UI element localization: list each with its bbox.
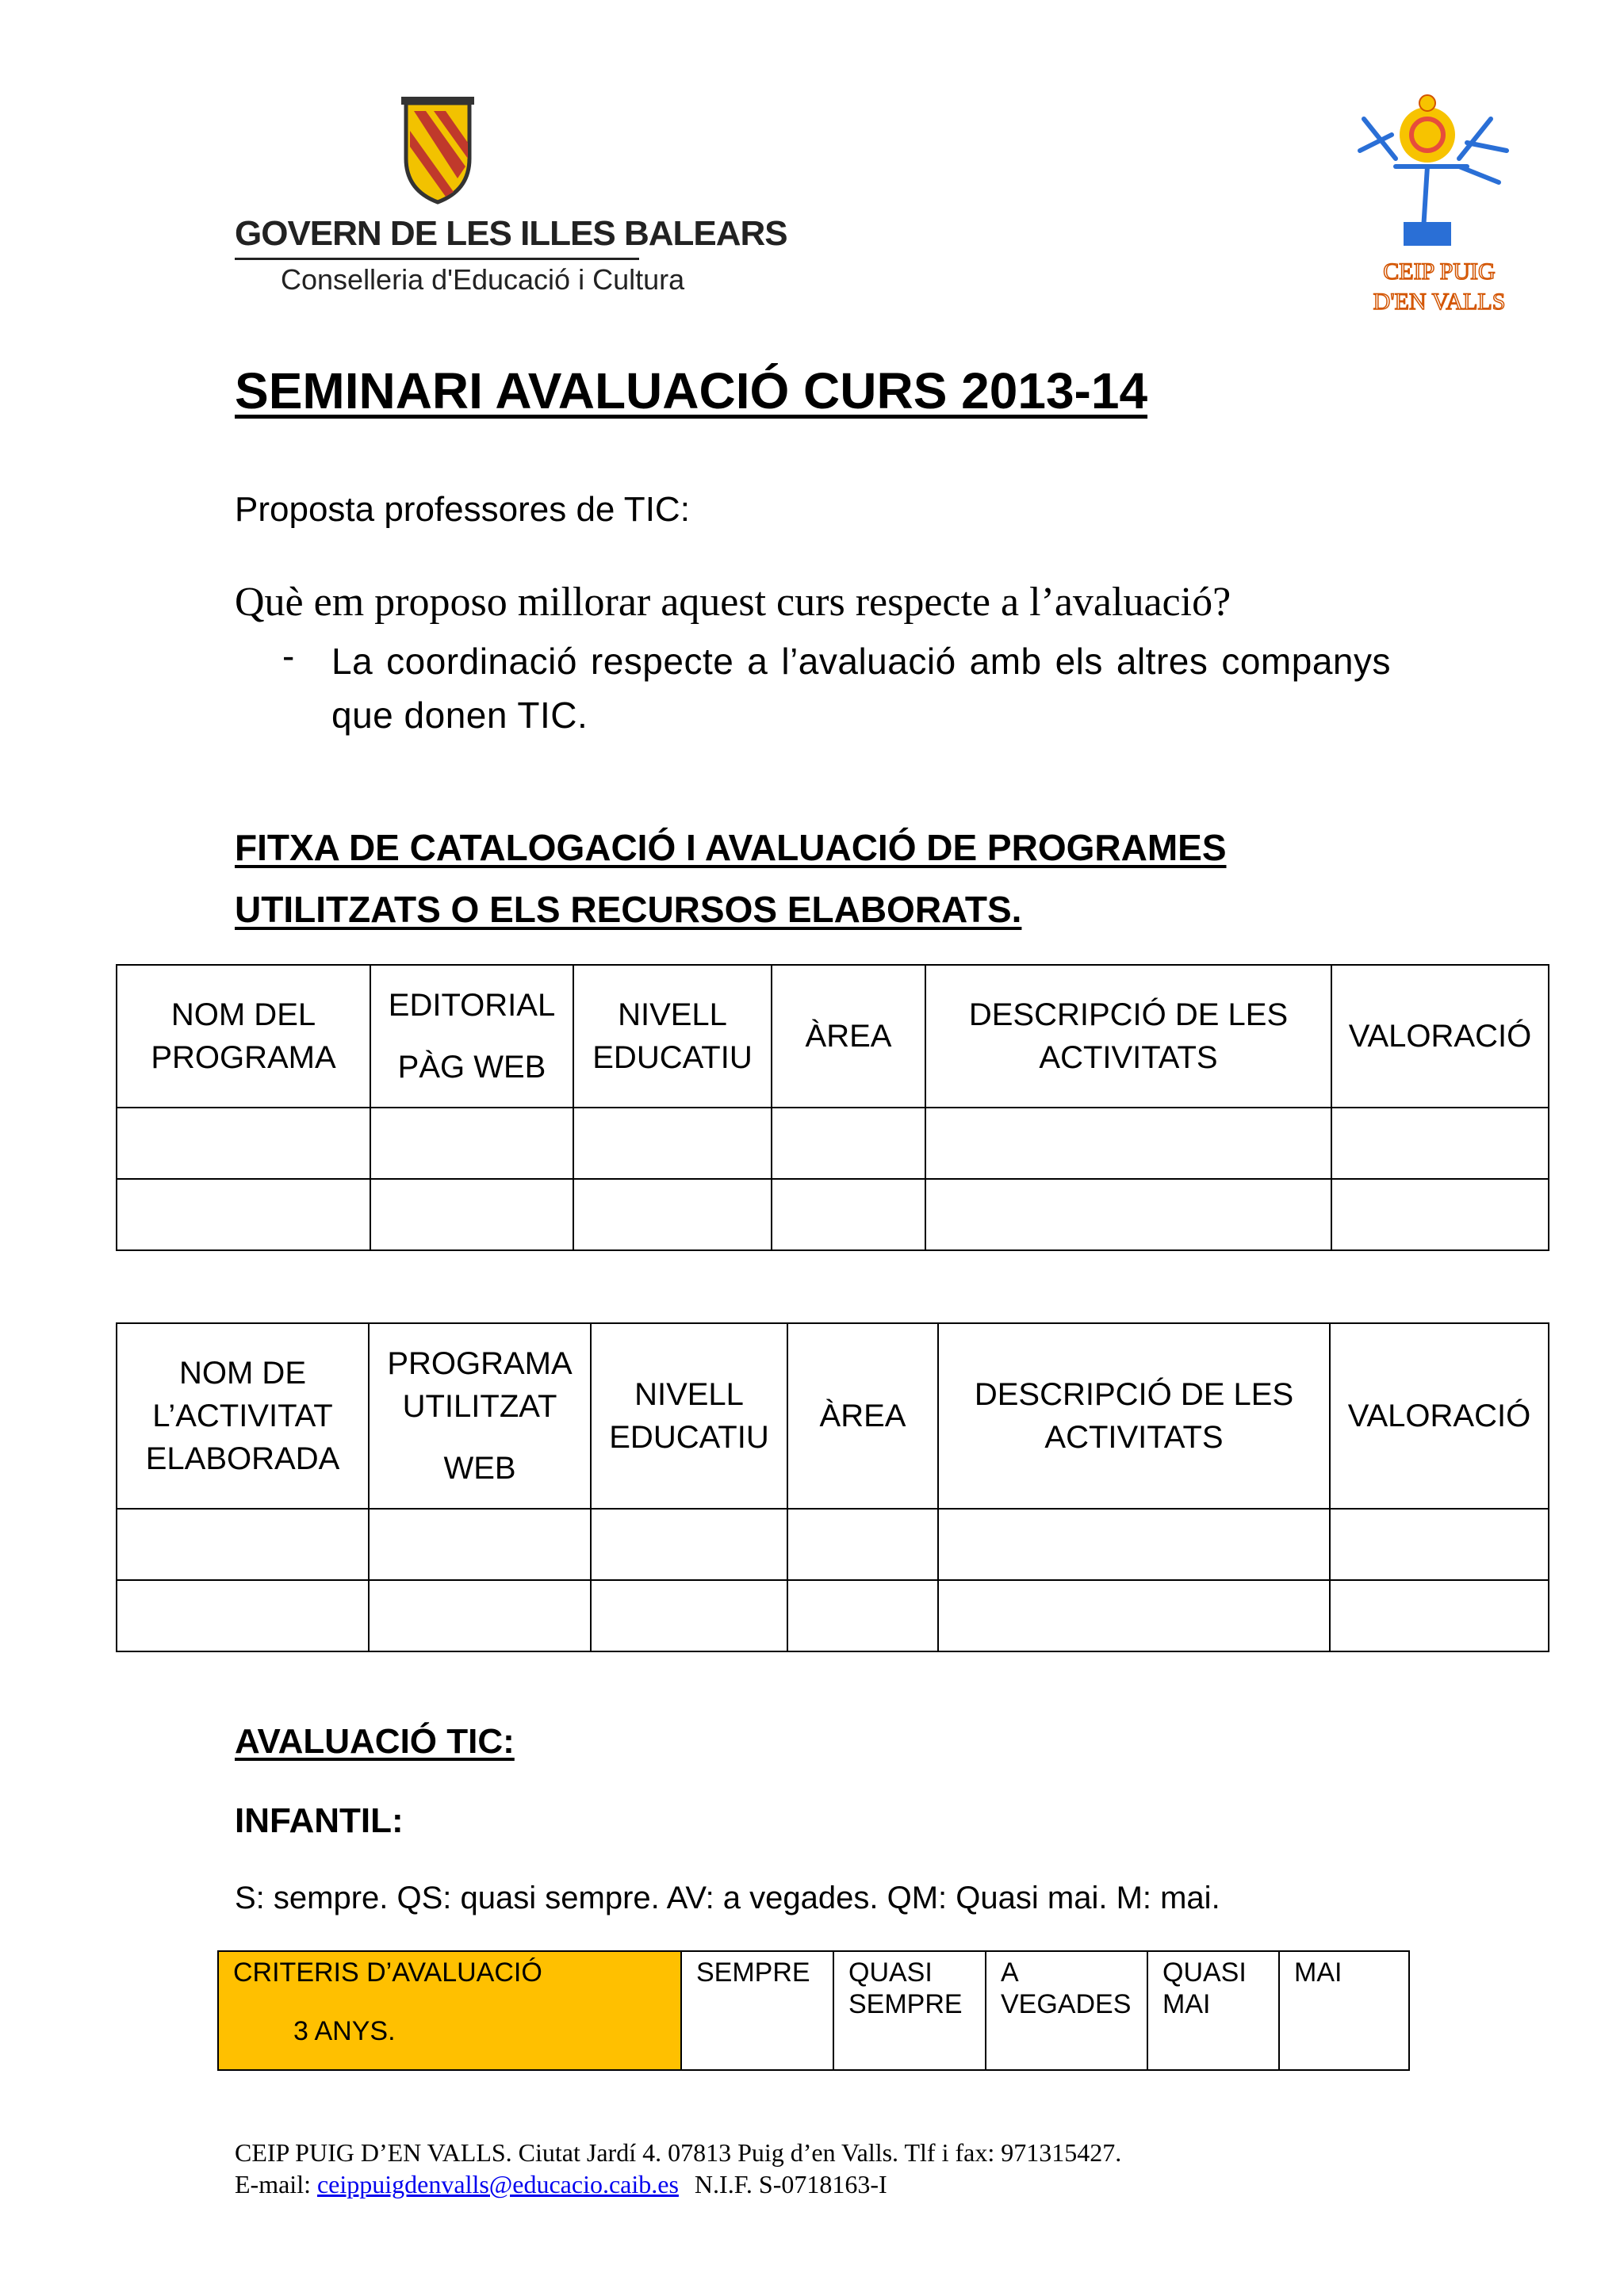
criteria-header: CRITERIS D’AVALUACIÓ 3 ANYS.	[218, 1951, 681, 2070]
section-title-avaluacio-tic: AVALUACIÓ TIC:	[235, 1722, 515, 1761]
header-mai: MAI	[1279, 1951, 1409, 2070]
header-area: ÀREA	[787, 1323, 938, 1509]
table-row	[117, 1179, 1549, 1250]
divider	[235, 258, 639, 260]
table-cell[interactable]	[370, 1179, 573, 1250]
table-cell[interactable]	[1330, 1509, 1549, 1580]
proposal-label: Proposta professores de TIC:	[235, 490, 690, 529]
table-cell[interactable]	[573, 1179, 772, 1250]
footer	[235, 2137, 1121, 2200]
table-cell[interactable]	[591, 1580, 787, 1651]
table-cell[interactable]	[938, 1509, 1330, 1580]
header-a-vegades: A VEGADES	[986, 1951, 1147, 2070]
table-cell[interactable]	[117, 1580, 369, 1651]
table-header-row	[117, 1323, 1549, 1509]
question-text: Què em proposo millorar aquest curs respecte a l’avaluació?	[235, 580, 1231, 625]
table-cell[interactable]	[369, 1509, 591, 1580]
header-editorial: EDITORIAL PÀG WEB	[370, 965, 573, 1108]
bullet-dash: -	[282, 635, 295, 676]
table-cell[interactable]	[787, 1580, 938, 1651]
criteria-table	[217, 1950, 1410, 2071]
page-title: SEMINARI AVALUACIÓ CURS 2013-14	[235, 362, 1148, 419]
svg-text:D'EN VALLS: D'EN VALLS	[1373, 289, 1506, 315]
fitxa-title: FITXA DE CATALOGACIÓ I AVALUACIÓ DE PROGRAMES UTILITZATS O ELS RECURSOS ELABORATS.	[235, 827, 1227, 930]
table-cell[interactable]	[772, 1179, 925, 1250]
table-row	[117, 1580, 1549, 1651]
header-quasi-sempre: QUASI SEMPRE	[833, 1951, 986, 2070]
resources-table	[116, 1322, 1549, 1652]
header-valoracio: VALORACIÓ	[1331, 965, 1549, 1108]
child-drawing-icon	[1348, 71, 1530, 333]
table-cell[interactable]	[369, 1580, 591, 1651]
table-cell[interactable]	[1331, 1179, 1549, 1250]
table-cell[interactable]	[117, 1179, 370, 1250]
footer-contact	[235, 2168, 1121, 2200]
table-cell[interactable]	[938, 1580, 1330, 1651]
header-valoracio: VALORACIÓ	[1330, 1323, 1549, 1509]
table-cell[interactable]	[787, 1509, 938, 1580]
section-title-infantil: INFANTIL:	[235, 1801, 404, 1840]
svg-text:CEIP PUIG: CEIP PUIG	[1383, 258, 1496, 285]
footer-address: CEIP PUIG D’EN VALLS. Ciutat Jardí 4. 07813 Puig d’en Valls. Tlf i fax: 971315427.	[235, 2138, 1122, 2167]
email-link[interactable]: ceippuigdenvalls@educacio.caib.es	[316, 2170, 679, 2198]
table-cell[interactable]	[925, 1108, 1331, 1179]
table-cell[interactable]	[1330, 1580, 1549, 1651]
bullet-text: La coordinació respecte a l’avaluació amb els altres companys que donen TIC.	[331, 641, 1391, 736]
header-descripcio: DESCRIPCIÓ DE LES ACTIVITATS	[925, 965, 1331, 1108]
footer-email-label: E-mail:	[235, 2170, 311, 2198]
header-area: ÀREA	[772, 965, 925, 1108]
coat-of-arms-icon	[390, 95, 485, 206]
header-quasi-mai: QUASI MAI	[1147, 1951, 1279, 2070]
header-nom-activitat: NOM DE L’ACTIVITAT ELABORADA	[117, 1323, 369, 1509]
table-header-row	[218, 1951, 1409, 2070]
header-programa: PROGRAMA UTILITZAT WEB	[369, 1323, 591, 1509]
table-row	[117, 1108, 1549, 1179]
table-cell[interactable]	[117, 1509, 369, 1580]
header-sempre: SEMPRE	[681, 1951, 833, 2070]
table-cell[interactable]	[370, 1108, 573, 1179]
table-cell[interactable]	[591, 1509, 787, 1580]
table-row	[117, 1509, 1549, 1580]
table-cell[interactable]	[925, 1179, 1331, 1250]
govern-name: GOVERN DE LES ILLES BALEARS	[235, 214, 787, 253]
table-cell[interactable]	[1331, 1108, 1549, 1179]
table-cell[interactable]	[772, 1108, 925, 1179]
legend-text: S: sempre. QS: quasi sempre. AV: a vegades. QM: Quasi mai. M: mai.	[235, 1881, 1220, 1915]
table-cell[interactable]	[117, 1108, 370, 1179]
table-header-row	[117, 965, 1549, 1108]
school-logo	[1348, 71, 1530, 333]
header-nivell: NIVELL EDUCATIU	[573, 965, 772, 1108]
header-nom-programa: NOM DEL PROGRAMA	[117, 965, 370, 1108]
programs-table	[116, 964, 1549, 1251]
govern-subtitle: Conselleria d'Educació i Cultura	[281, 263, 685, 296]
header-descripcio: DESCRIPCIÓ DE LES ACTIVITATS	[938, 1323, 1330, 1509]
govern-logo	[235, 95, 787, 296]
header-nivell: NIVELL EDUCATIU	[591, 1323, 787, 1509]
footer-nif: N.I.F. S-0718163-I	[694, 2170, 887, 2198]
table-cell[interactable]	[573, 1108, 772, 1179]
